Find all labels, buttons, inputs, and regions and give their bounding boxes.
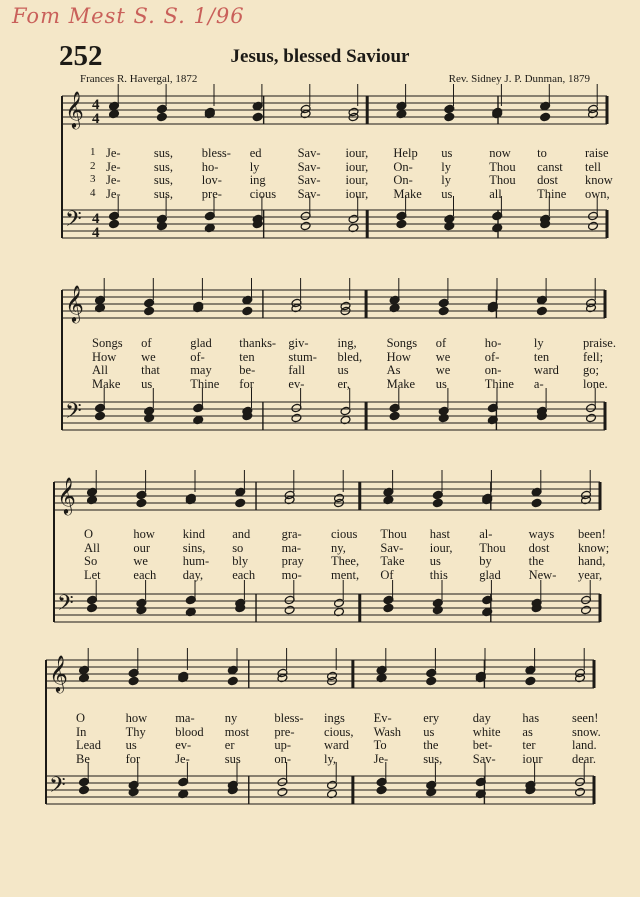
lyric-syllable: mo- bbox=[281, 567, 302, 582]
lyric-syllable: Thee, bbox=[331, 554, 360, 568]
lyric-syllable: Let bbox=[84, 567, 101, 582]
lyric-syllable: All bbox=[84, 540, 100, 555]
lyric-syllable: each bbox=[232, 567, 256, 582]
note-head bbox=[128, 787, 139, 797]
lyric-syllable: Make bbox=[393, 186, 422, 201]
verse-number: 1 bbox=[90, 146, 96, 158]
lyric-syllable: go; bbox=[583, 363, 599, 377]
lyric-syllable: ny bbox=[224, 711, 238, 725]
note-head bbox=[536, 306, 547, 316]
treble-clef-icon: 𝄞 bbox=[65, 284, 84, 322]
lyric-syllable: ed bbox=[249, 146, 262, 160]
lyric-syllable: ma- bbox=[175, 711, 195, 725]
lyric-syllable: us bbox=[441, 186, 453, 201]
lyric-syllable: ery bbox=[423, 711, 440, 725]
lyric-syllable: ho- bbox=[484, 336, 502, 350]
note-head bbox=[79, 785, 90, 795]
lyric-syllable: Thou bbox=[479, 540, 506, 555]
lyric-syllable: praise. bbox=[583, 336, 616, 350]
note-head bbox=[87, 603, 98, 613]
time-signature: 4 bbox=[92, 97, 100, 113]
lyric-syllable: we bbox=[133, 554, 148, 568]
lyric-syllable: Je- bbox=[106, 146, 121, 160]
note-head bbox=[389, 411, 400, 421]
lyric-syllable: us bbox=[337, 363, 349, 377]
lyric-syllable: lov- bbox=[201, 173, 222, 187]
lyric-syllable: ment, bbox=[331, 567, 360, 582]
lyric-syllable: sus bbox=[224, 751, 241, 766]
lyric-syllable: Be bbox=[76, 751, 90, 766]
hymn-number: 252 bbox=[59, 40, 103, 72]
lyric-syllable: Songs bbox=[386, 336, 418, 350]
lyric-syllable: of- bbox=[484, 349, 500, 364]
lyric-syllable: dost bbox=[537, 173, 558, 187]
lyric-syllable: ten bbox=[533, 349, 550, 364]
lyric-syllable: al- bbox=[479, 527, 493, 541]
lyric-syllable: cious bbox=[249, 186, 277, 201]
note-head bbox=[531, 498, 542, 508]
lyric-syllable: us bbox=[125, 738, 137, 752]
lyric-syllable: glad bbox=[190, 336, 212, 350]
lyric-syllable: er, bbox=[337, 376, 350, 391]
note-head bbox=[438, 413, 449, 423]
lyric-syllable: hast bbox=[429, 527, 450, 541]
note-head bbox=[586, 413, 597, 423]
note-head bbox=[144, 413, 155, 423]
lyric-syllable: ings bbox=[324, 711, 345, 725]
lyric-syllable: land. bbox=[572, 738, 597, 752]
lyric-syllable: cious, bbox=[324, 724, 354, 739]
lyric-syllable: ev- bbox=[288, 376, 305, 391]
lyric-syllable: Wash bbox=[373, 724, 402, 739]
lyric-syllable: us bbox=[429, 554, 441, 568]
lyric-syllable: Songs bbox=[92, 336, 123, 350]
lyric-syllable: and bbox=[232, 527, 251, 541]
lyric-syllable: sus, bbox=[153, 146, 173, 160]
note-head bbox=[136, 498, 147, 508]
lyric-syllable: bless- bbox=[201, 146, 231, 160]
bass-clef-icon: 𝄢 bbox=[57, 591, 74, 621]
lyric-syllable: sins, bbox=[182, 540, 206, 555]
lyric-syllable: Sav- bbox=[297, 186, 321, 201]
lyric-syllable: for bbox=[125, 751, 141, 766]
lyric-syllable: now bbox=[489, 146, 511, 160]
lyric-syllable: bled, bbox=[337, 349, 363, 364]
lyric-syllable: the bbox=[528, 554, 544, 568]
lyric-syllable: Thine bbox=[190, 376, 220, 391]
lyric-syllable: seen! bbox=[572, 711, 599, 725]
lyric-syllable: pray bbox=[281, 554, 304, 568]
lyric-syllable: hand, bbox=[578, 554, 606, 568]
lyric-syllable: us bbox=[141, 376, 153, 391]
time-signature: 4 bbox=[92, 111, 100, 127]
lyric-syllable: O bbox=[76, 711, 86, 725]
lyric-syllable: be- bbox=[239, 363, 256, 377]
lyric-syllable: by bbox=[479, 554, 492, 568]
note-head bbox=[383, 603, 394, 613]
lyric-syllable: Of bbox=[380, 567, 394, 582]
lyric-syllable: To bbox=[373, 738, 387, 752]
lyric-syllable: raise bbox=[585, 146, 609, 160]
note-head bbox=[128, 676, 139, 686]
lyric-syllable: all bbox=[489, 186, 502, 201]
lyric-syllable: day bbox=[472, 711, 491, 725]
lyric-syllable: ly, bbox=[324, 751, 337, 766]
lyric-syllable: pre- bbox=[201, 186, 222, 201]
lyric-syllable: to bbox=[537, 146, 547, 160]
lyric-syllable: giv- bbox=[288, 336, 309, 350]
lyric-syllable: thanks- bbox=[239, 336, 277, 350]
note-head bbox=[235, 498, 246, 508]
lyric-syllable: canst bbox=[537, 159, 563, 174]
lyric-syllable: ly bbox=[249, 159, 260, 174]
lyric-syllable: that bbox=[141, 363, 160, 377]
note-head bbox=[156, 221, 167, 231]
lyric-syllable: has bbox=[522, 711, 540, 725]
handwritten-annotation: Fom Mest S. S. 1/96 bbox=[12, 4, 245, 28]
verse-number: 3 bbox=[90, 173, 96, 185]
note-head bbox=[525, 676, 536, 686]
lyric-syllable: this bbox=[429, 567, 448, 582]
note-head bbox=[444, 221, 455, 231]
lyric-syllable: sus, bbox=[153, 159, 173, 174]
lyric-syllable: sus, bbox=[153, 173, 173, 187]
lyric-syllable: All bbox=[92, 363, 108, 377]
lyric-syllable: as bbox=[522, 724, 533, 739]
lyric-syllable: we bbox=[435, 363, 451, 377]
lyric-syllable: up- bbox=[274, 738, 292, 752]
lyric-syllable: us bbox=[423, 724, 435, 739]
lyric-syllable: dost bbox=[528, 540, 550, 555]
lyric-syllable: us bbox=[441, 146, 453, 160]
note-head bbox=[575, 787, 586, 797]
lyric-syllable: Thy bbox=[125, 724, 146, 739]
lyric-syllable: how bbox=[133, 527, 155, 541]
lyric-syllable: of bbox=[435, 336, 447, 350]
lyric-syllable: so bbox=[232, 540, 244, 555]
lyric-syllable: ho- bbox=[201, 159, 219, 174]
note-head bbox=[95, 411, 106, 421]
lyric-syllable: Sav- bbox=[297, 173, 321, 187]
lyric-syllable: on- bbox=[274, 751, 292, 766]
lyric-syllable: Lead bbox=[76, 738, 101, 752]
lyric-syllable: ways bbox=[528, 527, 555, 541]
lyric-syllable: On- bbox=[393, 159, 413, 174]
treble-clef-icon: 𝄞 bbox=[65, 90, 84, 128]
lyric-syllable: Sav- bbox=[297, 159, 321, 174]
lyric-syllable: year, bbox=[578, 567, 603, 582]
note-head bbox=[426, 787, 437, 797]
lyric-syllable: Sav- bbox=[380, 540, 404, 555]
note-head bbox=[291, 413, 302, 423]
lyric-syllable: on- bbox=[484, 363, 502, 377]
lyric-syllable: ten bbox=[239, 349, 255, 364]
time-signature: 4 bbox=[92, 225, 100, 241]
lyric-syllable: Je- bbox=[175, 751, 190, 766]
lyric-syllable: ing bbox=[249, 173, 266, 187]
note-head bbox=[277, 787, 288, 797]
note-head bbox=[252, 112, 263, 122]
lyric-syllable: In bbox=[76, 724, 87, 739]
lyric-syllable: kind bbox=[182, 527, 206, 541]
lyric-syllable: How bbox=[386, 349, 411, 364]
lyric-syllable: iour, bbox=[345, 173, 369, 187]
lyric-syllable: Je- bbox=[106, 186, 121, 201]
lyric-syllable: ly bbox=[441, 159, 452, 174]
lyric-syllable: pre- bbox=[274, 724, 295, 739]
treble-clef-icon: 𝄞 bbox=[57, 476, 76, 514]
note-head bbox=[444, 112, 455, 122]
lyric-syllable: On- bbox=[393, 173, 413, 187]
lyric-syllable: sus, bbox=[153, 186, 173, 201]
note-head bbox=[156, 112, 167, 122]
lyric-syllable: Thou bbox=[380, 527, 407, 541]
lyric-syllable: Thou bbox=[489, 173, 516, 187]
lyric-syllable: day, bbox=[182, 567, 204, 582]
lyric-syllable: O bbox=[84, 527, 94, 541]
lyric-syllable: stum- bbox=[288, 349, 317, 364]
lyric-syllable: bly bbox=[232, 554, 249, 568]
lyric-syllable: ma- bbox=[281, 540, 302, 555]
lyric-syllable: Sav- bbox=[297, 146, 321, 160]
lyric-syllable: glad bbox=[479, 567, 501, 582]
note-head bbox=[432, 605, 443, 615]
lyric-syllable: ly bbox=[533, 336, 544, 350]
lyric-syllable: ward bbox=[533, 363, 559, 377]
bass-clef-icon: 𝄢 bbox=[65, 207, 82, 237]
lyric-syllable: dear. bbox=[572, 751, 596, 766]
lyric-syllable: Je- bbox=[106, 173, 121, 187]
lyric-syllable: Make bbox=[92, 376, 121, 391]
note-head bbox=[426, 676, 437, 686]
note-head bbox=[540, 112, 551, 122]
lyric-syllable: Ev- bbox=[373, 711, 392, 725]
lyric-syllable: of- bbox=[190, 349, 205, 364]
bass-clef-icon: 𝄢 bbox=[65, 399, 82, 429]
lyric-syllable: fall bbox=[288, 363, 306, 377]
lyric-syllable: for bbox=[239, 376, 254, 391]
lyric-syllable: how bbox=[125, 711, 148, 725]
lyric-syllable: bless- bbox=[274, 711, 304, 725]
lyric-syllable: Help bbox=[393, 146, 418, 160]
lyric-syllable: most bbox=[224, 724, 250, 739]
lyric-syllable: Take bbox=[380, 554, 405, 568]
lyric-syllable: gra- bbox=[281, 527, 302, 541]
lyric-syllable: ly bbox=[441, 173, 452, 187]
lyric-syllable: us bbox=[435, 376, 447, 391]
note-head bbox=[581, 605, 592, 615]
lyric-syllable: As bbox=[386, 363, 401, 377]
lyric-syllable: each bbox=[133, 567, 157, 582]
lyric-syllable: bet- bbox=[472, 738, 493, 752]
lyric-syllable: snow. bbox=[572, 724, 601, 739]
lyric-syllable: Je- bbox=[373, 751, 389, 766]
lyric-syllable: the bbox=[423, 738, 439, 752]
lyric-syllable: Make bbox=[386, 376, 416, 391]
lyric-syllable: fell; bbox=[583, 349, 604, 364]
lyric-syllable: know bbox=[585, 173, 613, 187]
lyric-syllable: ny, bbox=[331, 540, 346, 555]
note-head bbox=[284, 605, 295, 615]
lyric-syllable: we bbox=[435, 349, 451, 364]
lyric-syllable: New- bbox=[528, 567, 557, 582]
note-head bbox=[588, 221, 599, 231]
lyric-syllable: ward bbox=[324, 738, 349, 752]
author-credit: Frances R. Havergal, 1872 bbox=[80, 73, 198, 85]
lyric-syllable: ev- bbox=[175, 738, 192, 752]
lyric-syllable: So bbox=[84, 554, 98, 568]
verse-number: 4 bbox=[90, 186, 96, 199]
lyric-syllable: own, bbox=[585, 186, 610, 201]
lyric-syllable: Thine bbox=[484, 376, 514, 391]
lyric-syllable: our bbox=[133, 540, 151, 555]
lyric-syllable: of bbox=[141, 336, 152, 350]
note-head bbox=[242, 306, 253, 316]
lyric-syllable: sus, bbox=[423, 751, 443, 766]
note-head bbox=[109, 219, 120, 229]
note-head bbox=[376, 785, 387, 795]
lyric-syllable: iour, bbox=[345, 146, 369, 160]
lyric-syllable: er bbox=[224, 738, 235, 752]
time-signature: 4 bbox=[92, 211, 100, 227]
lyric-syllable: tell bbox=[585, 159, 601, 174]
lyric-syllable: iour bbox=[522, 751, 543, 766]
lyric-syllable: blood bbox=[175, 724, 204, 739]
lyric-syllable: Thine bbox=[537, 186, 567, 201]
lyric-syllable: cious bbox=[331, 527, 358, 541]
lyric-syllable: iour, bbox=[345, 186, 369, 201]
note-head bbox=[396, 219, 407, 229]
lyric-syllable: we bbox=[141, 349, 156, 364]
lyric-syllable: iour, bbox=[345, 159, 369, 174]
lyric-syllable: How bbox=[92, 349, 117, 364]
note-head bbox=[300, 221, 311, 231]
lyric-syllable: Thou bbox=[489, 159, 516, 174]
lyric-syllable: lone. bbox=[583, 376, 608, 391]
bass-clef-icon: 𝄢 bbox=[49, 773, 66, 803]
lyric-syllable: Sav- bbox=[472, 751, 496, 766]
verse-number: 2 bbox=[90, 159, 96, 172]
note-head bbox=[136, 605, 147, 615]
note-head bbox=[227, 676, 238, 686]
note-head bbox=[144, 306, 155, 316]
note-head bbox=[438, 306, 449, 316]
lyric-syllable: been! bbox=[578, 527, 606, 541]
lyric-syllable: ter bbox=[522, 738, 536, 752]
treble-clef-icon: 𝄞 bbox=[49, 654, 68, 692]
hymn-title: Jesus, blessed Saviour bbox=[230, 46, 410, 67]
lyric-syllable: ing, bbox=[337, 336, 357, 350]
lyric-syllable: may bbox=[190, 363, 212, 377]
lyric-syllable: hum- bbox=[182, 554, 210, 568]
lyric-syllable: iour, bbox=[429, 540, 453, 555]
note-head bbox=[432, 498, 443, 508]
lyric-syllable: white bbox=[472, 724, 501, 739]
composer-credit: Rev. Sidney J. P. Dunman, 1879 bbox=[448, 73, 590, 85]
lyric-syllable: know; bbox=[578, 540, 610, 555]
lyric-syllable: a- bbox=[533, 376, 544, 391]
lyric-syllable: Je- bbox=[106, 159, 121, 174]
